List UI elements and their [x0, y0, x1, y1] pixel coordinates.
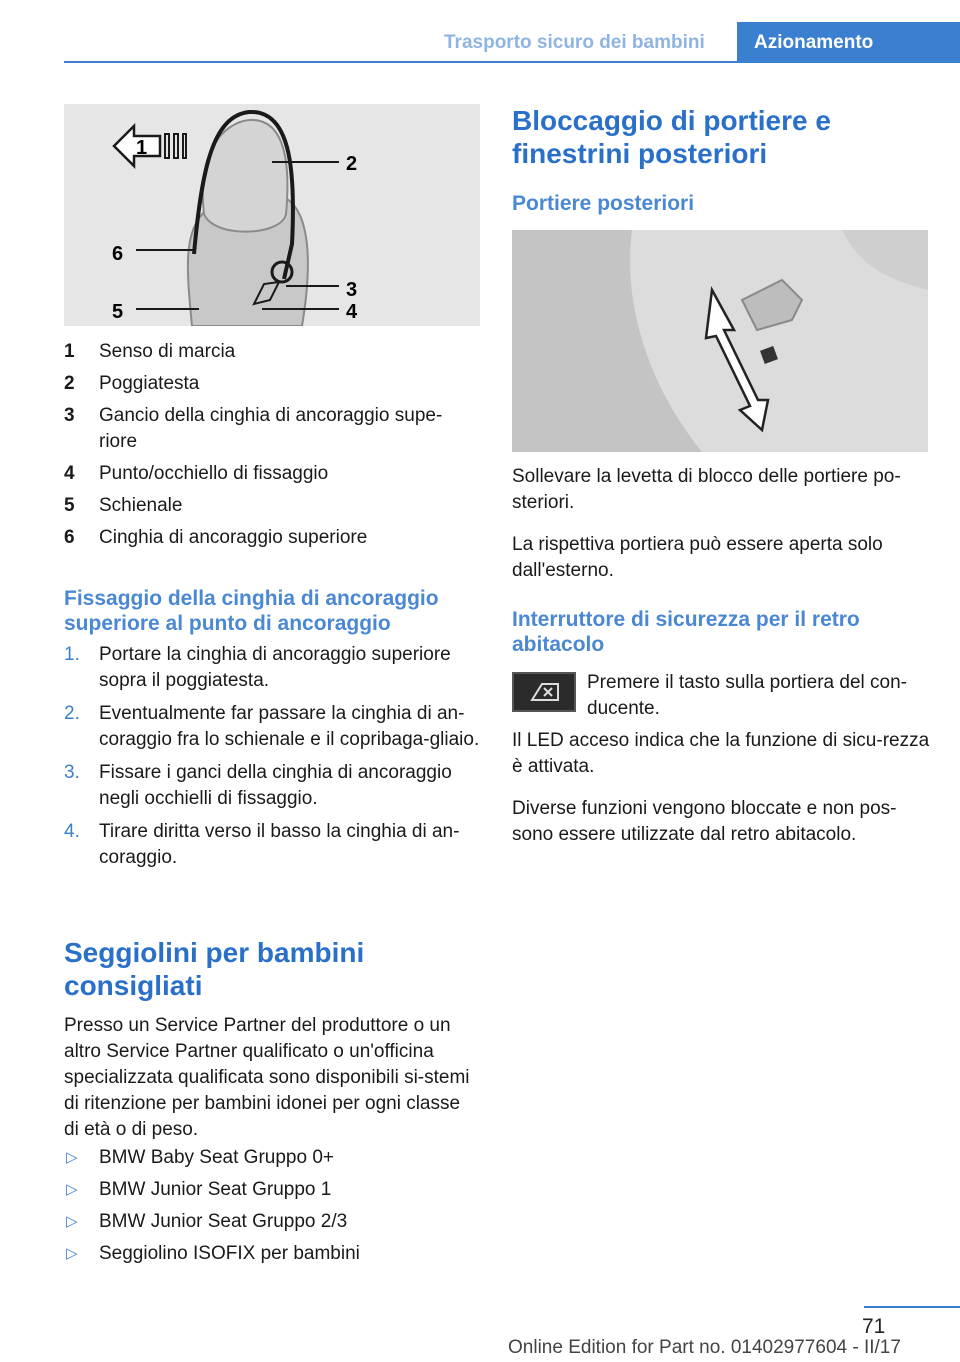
- list-item: [64, 1177, 480, 1203]
- legend-number: 5: [64, 495, 75, 516]
- step-number: 1.: [64, 644, 80, 665]
- portiere-p2: La rispettiva portiera può essere aperta solo dall'esterno.: [512, 534, 883, 581]
- figure-legend: [64, 339, 480, 557]
- seggiolini-list: [64, 1145, 480, 1273]
- legend-item: [64, 371, 480, 397]
- legend-number: 4: [64, 463, 75, 484]
- list-item-text: Seggiolino ISOFIX per bambini: [99, 1243, 360, 1264]
- fissaggio-steps: [64, 642, 480, 878]
- list-item: [64, 1241, 480, 1267]
- step-text: Tirare diritta verso il basso la cinghia di an-coraggio.: [99, 821, 460, 868]
- seggiolini-heading: Seggiolini per bambini consigliati: [64, 937, 365, 1001]
- legend-text: Senso di marcia: [99, 341, 236, 362]
- callout-5: 5: [112, 301, 124, 323]
- arrow-dash-3: [183, 134, 186, 158]
- callout-6: 6: [112, 243, 124, 265]
- legend-item: [64, 339, 480, 365]
- child-lock-button-icon: [512, 672, 576, 712]
- rear-door-lock-diagram: [512, 230, 928, 452]
- legend-text: Poggiatesta: [99, 373, 200, 394]
- interruttore-p3: Diverse funzioni vengono bloccate e non pos-sono essere utilizzate dal retro abitacolo.: [512, 798, 897, 845]
- bloccaggio-heading: Bloccaggio di portiere e finestrini posteriori: [512, 105, 831, 169]
- callout-3: 3: [346, 279, 358, 301]
- headrest-tether-diagram: [64, 104, 480, 326]
- step-number: 4.: [64, 821, 80, 842]
- interruttore-p2: Il LED acceso indica che la funzione di sicu-rezza è attivata.: [512, 730, 930, 777]
- legend-text: Gancio della cinghia di ancoraggio supe-riore: [99, 405, 443, 452]
- bullet-icon: ▷: [66, 1245, 78, 1262]
- bullet-icon: ▷: [66, 1181, 78, 1198]
- fissaggio-heading: Fissaggio della cinghia di ancoraggio superiore al punto di ancoraggio: [64, 587, 439, 635]
- callout-1: 1: [136, 137, 148, 159]
- arrow-dash-2: [174, 134, 178, 158]
- interruttore-p1: Premere il tasto sulla portiera del con-ducente.: [587, 672, 907, 719]
- list-item: [64, 1209, 480, 1235]
- legend-item: [64, 461, 480, 487]
- step-number: 2.: [64, 703, 80, 724]
- callout-4: 4: [346, 301, 358, 323]
- headrest-tether-figure: [64, 104, 480, 326]
- legend-number: 6: [64, 527, 75, 548]
- running-header-tab: Azionamento: [737, 22, 960, 63]
- callout-2: 2: [346, 153, 358, 175]
- step-text: Fissare i ganci della cinghia di ancoraggio negli occhielli di fissaggio.: [99, 762, 452, 809]
- legend-item: [64, 493, 480, 519]
- running-header-section: Trasporto sicuro dei bambini: [444, 32, 705, 53]
- legend-item: [64, 525, 480, 551]
- header-rule: [64, 61, 960, 63]
- step-item: [64, 760, 480, 812]
- list-item-text: BMW Baby Seat Gruppo 0+: [99, 1147, 334, 1168]
- legend-number: 2: [64, 373, 75, 394]
- legend-item: [64, 403, 480, 455]
- portiere-heading: Portiere posteriori: [512, 192, 695, 215]
- step-text: Portare la cinghia di ancoraggio superiore sopra il poggiatesta.: [99, 644, 451, 691]
- interruttore-heading: Interruttore di sicurezza per il retro abitacolo: [512, 608, 860, 656]
- list-item-text: BMW Junior Seat Gruppo 2/3: [99, 1211, 348, 1232]
- edition-footer: Online Edition for Part no. 01402977604 - II/17: [508, 1337, 901, 1358]
- step-item: [64, 819, 480, 871]
- footer-rule: [864, 1306, 960, 1308]
- list-item-text: BMW Junior Seat Gruppo 1: [99, 1179, 332, 1200]
- legend-number: 1: [64, 341, 75, 362]
- portiere-p1: Sollevare la levetta di blocco delle portiere po-steriori.: [512, 466, 901, 513]
- window-lock-icon: [514, 674, 574, 710]
- bullet-icon: ▷: [66, 1149, 78, 1166]
- legend-number: 3: [64, 405, 75, 426]
- arrow-dash-1: [165, 134, 169, 158]
- legend-text: Punto/occhiello di fissaggio: [99, 463, 329, 484]
- step-text: Eventualmente far passare la cinghia di an-coraggio fra lo schienale e il copribaga-gliaio.: [99, 703, 480, 750]
- step-item: [64, 642, 480, 694]
- legend-text: Cinghia di ancoraggio superiore: [99, 527, 368, 548]
- seggiolini-body: Presso un Service Partner del produttore o un altro Service Partner qualificato o un'officina specializzata qualificata sono disponibili si-stemi di ritenzione per bambini idonei per ogni classe di età o di peso.: [64, 1015, 470, 1140]
- window-outline: [532, 684, 558, 700]
- step-number: 3.: [64, 762, 80, 783]
- list-item: [64, 1145, 480, 1171]
- bullet-icon: ▷: [66, 1213, 78, 1230]
- step-item: [64, 701, 480, 753]
- page-number: 71: [862, 1315, 886, 1338]
- rear-door-lock-figure: [512, 230, 928, 452]
- legend-text: Schienale: [99, 495, 183, 516]
